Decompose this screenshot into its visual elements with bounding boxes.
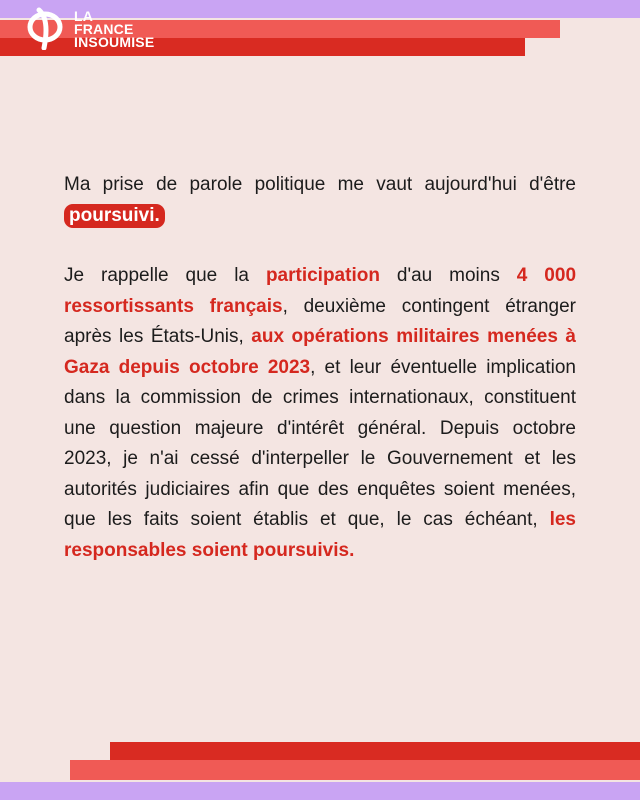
paragraph-1	[64, 170, 576, 231]
bottom-stripe-dark	[110, 742, 640, 760]
statement-text	[64, 170, 576, 566]
p1-text: Ma prise de parole politique me vaut aujourd'hui d'être	[64, 174, 576, 195]
lfi-logo	[26, 6, 154, 56]
p2-text-4: , et leur éventuelle implication dans la commission de crimes internationaux, constituent une question majeure d'intérêt général. Depuis octobre 2023, je n'ai cessé d'interpeller le Gouvernement et les autorités judiciaires afin que des enquêtes soient menées, que les faits soient établis et que, le cas échéant,	[64, 356, 576, 530]
p2-highlight-2: 4 000 ressortissants français	[64, 265, 577, 317]
logo-line-2: FRANCE	[74, 21, 134, 37]
p2-highlight-1: participation	[265, 265, 380, 286]
phi-icon	[26, 6, 64, 50]
logo-line-3: INSOUMISE	[74, 34, 155, 50]
p2-text-1: Je rappelle que la	[64, 265, 266, 286]
p1-highlight-pill: poursuivi.	[64, 204, 165, 228]
logo-line-1: LA	[74, 8, 94, 24]
bottom-stripe-light	[70, 760, 640, 780]
paragraph-2	[64, 261, 576, 566]
p2-highlight-3: aux opérations militaires menées à Gaza depuis octobre 2023	[64, 326, 576, 378]
p2-text-3: , deuxième contingent étranger après les États-Unis,	[64, 295, 576, 347]
logo-wordmark	[74, 6, 154, 49]
p2-highlight-4: les responsables soient poursuivis.	[64, 509, 576, 561]
p2-text-2: d'au moins	[379, 265, 517, 286]
